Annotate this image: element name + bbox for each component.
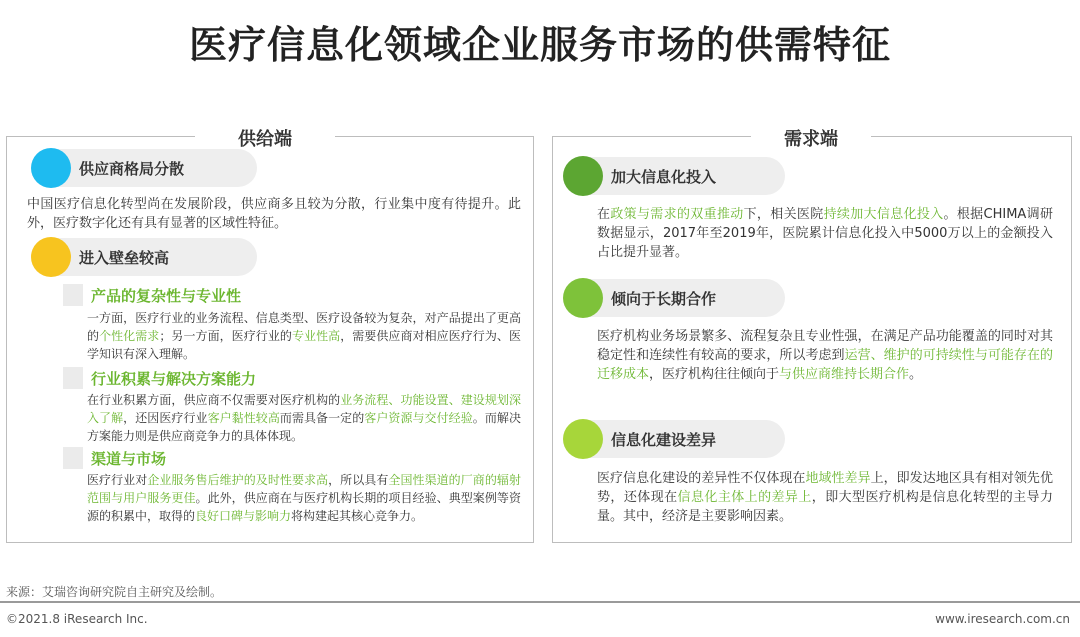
supply-panel xyxy=(6,129,534,543)
section-label: 信息化建设差异 xyxy=(611,430,717,449)
section-label: 加大信息化投入 xyxy=(611,167,717,186)
supply-section-barriers xyxy=(31,238,257,276)
highlight-run: 政策与需求的双重推动 xyxy=(610,207,744,222)
demand-section-difference xyxy=(563,420,785,458)
website-link[interactable]: www.iresearch.com.cn xyxy=(935,612,1070,626)
highlight-run: 客户黏性较高 xyxy=(207,411,280,425)
highlight-run: 运营、维护的可持续性与可能存在的迁移成本 xyxy=(597,348,1053,382)
sub-text-complexity xyxy=(87,309,521,363)
green-circle-icon xyxy=(563,156,603,196)
section-label: 倾向于长期合作 xyxy=(611,289,717,308)
text-run: 而需具备一定的 xyxy=(279,411,365,425)
square-marker-icon xyxy=(63,367,83,389)
highlight-run: 地域性差异 xyxy=(805,471,871,486)
text-run: ；另一方面，医疗行业的 xyxy=(159,329,292,343)
source-note: 来源：艾瑞咨询研究院自主研究及绘制。 xyxy=(6,585,223,599)
highlight-run: 客户资源与交付经验 xyxy=(364,411,473,425)
text-run: 将构建起其核心竞争力。 xyxy=(291,509,424,523)
highlight-run: 全国性渠道的厂商的辐射范围与用户服务更佳 xyxy=(87,473,521,505)
demand-section-investment xyxy=(563,157,785,195)
text-run: 上，即发达地区具有相对领先优势，还体现在 xyxy=(597,471,1053,505)
green-circle-icon xyxy=(563,278,603,318)
sub-label: 渠道与市场 xyxy=(91,449,167,468)
demand-panel xyxy=(552,129,1072,543)
highlight-run: 良好口碑与影响力 xyxy=(195,509,292,523)
text-run: ，医疗机构往往倾向于 xyxy=(649,367,780,382)
demand-section-longterm xyxy=(563,279,785,317)
highlight-run: 与供应商维持长期合作 xyxy=(779,367,910,382)
cyan-circle-icon xyxy=(31,148,71,188)
text-run: 。根据CHIMA调研数据显示，2017年至2019年，医院累计信息化投入中5000万以上的金额投入占比提升显著。 xyxy=(597,207,1053,260)
text-run: ，还因医疗行业 xyxy=(123,411,208,425)
demand-heading: 需求端 xyxy=(751,125,871,151)
text-run: 。 xyxy=(909,367,923,382)
sub-label: 行业积累与解决方案能力 xyxy=(91,369,257,388)
page-title: 医疗信息化领域企业服务市场的供需特征 xyxy=(188,23,891,67)
demand-text-longterm xyxy=(597,327,1053,384)
yellow-circle-icon xyxy=(31,237,71,277)
sub-heading-accumulation xyxy=(63,366,256,390)
square-marker-icon xyxy=(63,447,83,469)
highlight-run: 业务流程、功能设置、建设规划深入了解 xyxy=(87,393,521,425)
text-run: ，所以具有 xyxy=(328,473,389,487)
demand-text-investment xyxy=(597,205,1053,262)
sub-text-channels xyxy=(87,471,521,525)
text-run: 一方面，医疗行业的业务流程、信息类型、医疗设备较为复杂，对产品提出了更高的 xyxy=(87,311,521,343)
green-circle-icon xyxy=(563,419,603,459)
highlight-run: 企业服务售后维护的及时性要求高 xyxy=(147,473,329,487)
text-run: 医疗机构业务场景繁多、流程复杂且专业性强，在满足产品功能覆盖的同时对其稳定性和连续性有较高的要求，所以考虑到 xyxy=(597,329,1053,363)
demand-text-difference xyxy=(597,469,1053,526)
section-label: 供应商格局分散 xyxy=(79,159,185,178)
text-run: 。而解决方案能力则是供应商竞争力的具体体现。 xyxy=(87,411,521,443)
text-run: ，需要供应商对相应医疗行为、医学知识有深入理解。 xyxy=(87,329,521,361)
text-run: 医疗信息化建设的差异性不仅体现在 xyxy=(597,471,806,486)
text-run: 。此外，供应商在与医疗机构长期的项目经验、典型案例等资源的积累中，取得的 xyxy=(87,491,521,523)
text-run: ，即大型医疗机构是信息化转型的主导力量。其中，经济是主要影响因素。 xyxy=(597,490,1053,524)
text-run: 在行业积累方面，供应商不仅需要对医疗机构的 xyxy=(87,393,341,407)
supply-text-fragmented: 中国医疗信息化转型尚在发展阶段，供应商多且较为分散，行业集中度有待提升。此外，医疗数字化还有具有显著的区域性特征。 xyxy=(27,197,521,231)
text-run: 医疗行业对 xyxy=(87,473,148,487)
supply-heading: 供给端 xyxy=(195,125,335,151)
supply-section-fragmented xyxy=(31,149,257,187)
sub-heading-channels xyxy=(63,446,166,470)
text-run: 下，相关医院 xyxy=(743,207,824,222)
highlight-run: 专业性高 xyxy=(291,329,341,343)
sub-heading-complexity xyxy=(63,283,241,307)
highlight-run: 持续加大信息化投入 xyxy=(823,207,944,222)
text-run: 在 xyxy=(597,207,611,222)
copyright: ©2021.8 iResearch Inc. xyxy=(6,612,148,626)
section-label: 进入壁垒较高 xyxy=(79,248,170,267)
highlight-run: 信息化主体上的差异上 xyxy=(677,490,812,505)
sub-label: 产品的复杂性与专业性 xyxy=(91,286,242,305)
highlight-run: 个性化需求 xyxy=(99,329,160,343)
footer-divider xyxy=(0,601,1080,603)
square-marker-icon xyxy=(63,284,83,306)
sub-text-accumulation xyxy=(87,391,521,445)
